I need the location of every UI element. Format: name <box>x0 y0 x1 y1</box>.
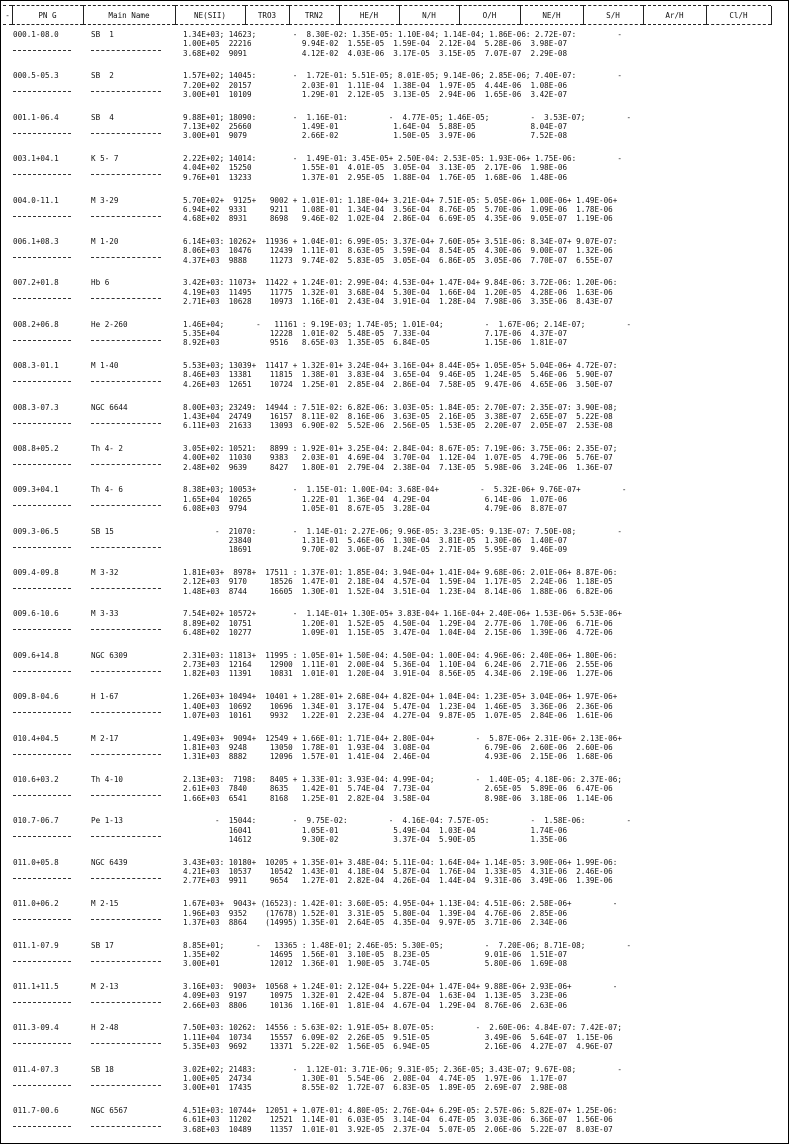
column-header-main-name <box>83 3 175 27</box>
values-line: 2.22E+02; 14014: - 1.49E-01: 3.45E-05+ 2.50E-04: 2.53E-05: 1.93E-06+ 1.75E-06: - <box>183 154 622 164</box>
pn-g-cell: 006.1+08.3 <box>13 236 59 246</box>
column-separator <box>583 6 584 25</box>
values-line: 7.13E+02 25660 1.49E-01 1.64E-04 5.88E-05 8.04E-07 <box>183 122 568 132</box>
values-line: 9.76E+01 13233 1.37E-01 2.95E-05 1.88E-04 1.76E-05 1.68E-06 1.48E-06 <box>183 172 568 182</box>
values-line: - 21070: - 1.14E-01: 2.27E-06; 9.96E-05: 3.23E-05: 9.13E-07: 7.50E-08; - <box>183 526 622 536</box>
row-divider <box>13 919 71 921</box>
values-line: 5.35E+03 9692 13371 5.22E-02 1.56E-05 6.94E-05 2.16E-06 4.27E-07 4.96E-07 <box>183 1041 613 1051</box>
values-line: 2.61E+03 7840 8635 1.42E-01 5.74E-04 7.73E-04 2.65E-05 5.89E-06 6.47E-06 <box>183 784 613 794</box>
table-row <box>1 320 788 361</box>
column-header-label: - <box>5 11 10 20</box>
row-divider <box>91 1002 161 1004</box>
values-line: 2.12E+03 9170 18526 1.47E-01 2.18E-04 4.57E-04 1.59E-04 1.17E-05 2.24E-06 1.18E-05 <box>183 577 613 587</box>
values-line: 6.61E+03 11202 12521 1.14E-01 6.03E-05 3.14E-04 6.47E-05 3.03E-06 6.36E-07 1.56E-06 <box>183 1115 613 1125</box>
column-separator <box>520 6 521 25</box>
pn-g-cell: 011.4-07.3 <box>13 1064 59 1074</box>
values-line: 1.43E+04 24749 16157 8.11E-02 8.16E-06 3.63E-05 2.16E-05 3.38E-07 2.65E-07 5.22E-08 <box>183 411 613 421</box>
values-line: 5.53E+03; 13039+ 11417 + 1.32E-01+ 3.24E-04+ 3.16E-04+ 8.44E-05+ 1.05E-05+ 5.04E-06+ 4.72E-07: <box>183 361 618 371</box>
table-row <box>1 816 788 857</box>
main-name-cell: He 2-260 <box>91 319 128 329</box>
values-line: 18691 9.70E-02 3.06E-07 8.24E-05 2.71E-05 5.95E-07 9.46E-09 <box>183 545 568 555</box>
column-separator <box>706 6 707 25</box>
main-name-cell: M 1-40 <box>91 361 119 371</box>
row-divider <box>91 50 161 52</box>
row-divider <box>13 795 71 797</box>
row-divider <box>13 257 71 259</box>
row-divider <box>91 1085 161 1087</box>
row-divider <box>91 1126 161 1128</box>
pn-g-cell: 011.3-09.4 <box>13 1023 59 1033</box>
main-name-cell: Pe 1-13 <box>91 816 124 826</box>
row-divider <box>13 50 71 52</box>
column-separator <box>245 6 246 25</box>
table-header <box>3 3 788 27</box>
values-line: 3.00E+01 10109 1.29E-01 2.12E-05 3.13E-05 2.94E-06 1.65E-06 3.42E-07 <box>183 89 568 99</box>
main-name-cell: M 3-32 <box>91 568 119 578</box>
values-line: 1.11E+04 10734 15557 6.09E-02 2.26E-05 9.51E-05 3.49E-06 5.64E-07 1.15E-06 <box>183 1032 613 1042</box>
column-header-label: O/H <box>482 11 497 20</box>
row-divider <box>13 961 71 963</box>
pn-g-cell: 000.1-08.0 <box>13 30 59 39</box>
column-header-label: NE/H <box>542 11 561 20</box>
column-separator <box>12 6 13 25</box>
column-header-ne-sii <box>175 3 245 27</box>
column-header-label: Cl/H <box>729 11 748 20</box>
values-line: 5.35E+04 12228 1.01E-02 5.48E-05 7.33E-04 7.17E-06 4.37E-07 <box>183 329 568 339</box>
values-line: 2.13E+03: 7198: 8405 + 1.33E-01: 3.93E-04: 4.99E-04; - 1.40E-05; 4.18E-06: 2.37E-06; <box>183 775 622 785</box>
pn-g-cell: 010.7-06.7 <box>13 816 59 826</box>
main-name-cell: K 5- 7 <box>91 154 119 164</box>
table-row <box>1 568 788 609</box>
column-separator <box>289 6 290 25</box>
pn-g-cell: 009.3-06.5 <box>13 526 59 536</box>
table-row <box>1 113 788 154</box>
row-divider <box>13 836 71 838</box>
table-row <box>1 154 788 195</box>
values-line: 2.66E+03 8806 10136 1.16E-01 1.81E-04 4.67E-04 1.29E-04 8.76E-06 2.63E-06 <box>183 1000 568 1010</box>
table-row <box>1 941 788 982</box>
row-divider <box>13 216 71 218</box>
column-separator <box>399 6 400 25</box>
row-divider <box>13 712 71 714</box>
values-line: 4.09E+03 9197 10975 1.32E-01 2.42E-04 5.87E-04 1.63E-04 1.13E-05 3.23E-06 <box>183 991 568 1001</box>
table-row <box>1 527 788 568</box>
main-name-cell: H 1-67 <box>91 692 119 702</box>
row-divider <box>91 671 161 673</box>
pn-g-cell: 009.6+14.8 <box>13 650 59 660</box>
pn-g-cell: 009.8-04.6 <box>13 692 59 702</box>
values-line: 4.37E+03 9888 11273 9.74E-02 5.83E-05 3.05E-04 6.86E-05 3.05E-06 7.70E-07 6.55E-07 <box>183 255 613 265</box>
pn-g-cell: 009.3+04.1 <box>13 485 59 495</box>
values-line: 1.57E+02; 14045: - 1.72E-01: 5.51E-05; 8.01E-05; 9.14E-06; 2.85E-06; 7.40E-07: - <box>183 71 622 81</box>
main-name-cell: NGC 6644 <box>91 402 128 412</box>
main-name-cell: NGC 6567 <box>91 1106 128 1116</box>
row-divider <box>13 381 71 383</box>
values-line: 3.42E+03: 11073+ 11422 + 1.24E-01: 2.99E-04: 4.53E-04+ 1.47E-04+ 9.84E-06: 3.72E-06: 1.20E-06: <box>183 278 618 288</box>
values-line: 1.00E+05 22216 9.94E-02 1.55E-05 1.59E-04 2.12E-04 5.28E-06 3.98E-07 <box>183 39 568 49</box>
table-body <box>1 30 788 1148</box>
values-line: 9.88E+01; 18090: - 1.16E-01: - 4.77E-05; 1.46E-05; - 3.53E-07; - <box>183 112 632 122</box>
row-divider <box>13 629 71 631</box>
values-line: 1.31E+03 8882 12096 1.57E-01 1.41E-04 2.46E-04 4.93E-06 2.15E-06 1.68E-06 <box>183 752 613 762</box>
table-row <box>1 858 788 899</box>
values-line: 1.46E+04; - 11161 : 9.19E-03; 1.74E-05; 1.01E-04; - 1.67E-06; 2.14E-07; - <box>183 319 632 329</box>
column-header-label: Main Name <box>108 11 150 20</box>
row-divider <box>13 1126 71 1128</box>
pn-g-cell: 008.8+05.2 <box>13 443 59 453</box>
row-divider <box>13 133 71 135</box>
pn-g-cell: 011.7-00.6 <box>13 1106 59 1116</box>
column-header-label: S/H <box>606 11 620 20</box>
values-line: 1.81E+03+ 8978+ 17511 : 1.37E-01: 1.85E-04: 3.94E-04+ 1.41E-04+ 9.68E-06: 2.01E-06+ 8.87E-06: <box>183 568 618 578</box>
column-header-ar-h <box>643 3 706 27</box>
table-row <box>1 237 788 278</box>
column-header-s-h <box>583 3 643 27</box>
row-divider <box>91 1043 161 1045</box>
values-line: 8.38E+03; 10053+ - 1.15E-01: 1.00E-04: 3.68E-04+ - 5.32E-06+ 9.76E-07+ - <box>183 485 627 495</box>
pn-g-cell: 011.0+05.8 <box>13 857 59 867</box>
values-line: 1.35E+02 14695 1.56E-01 3.10E-05 8.23E-05 9.01E-06 1.51E-07 <box>183 949 568 959</box>
row-divider <box>91 588 161 590</box>
pn-g-cell: 011.1-07.9 <box>13 940 59 950</box>
row-divider <box>91 961 161 963</box>
row-divider <box>91 836 161 838</box>
pn-g-cell: 008.2+06.8 <box>13 319 59 329</box>
values-line: 1.65E+04 10265 1.22E-01 1.36E-04 4.29E-04 6.14E-06 1.07E-06 <box>183 494 568 504</box>
column-header-he-h <box>339 3 399 27</box>
table-row <box>1 196 788 237</box>
row-divider <box>91 919 161 921</box>
values-line: 8.85E+01; - 13365 : 1.48E-01; 2.46E-05: 5.30E-05; - 7.20E-06; 8.71E-08; - <box>183 940 632 950</box>
column-header-dash <box>3 3 12 27</box>
row-divider <box>13 340 71 342</box>
main-name-cell: Hb 6 <box>91 278 110 288</box>
main-name-cell: SB 17 <box>91 940 114 950</box>
column-separator <box>771 6 772 25</box>
pn-g-cell: 010.6+03.2 <box>13 775 59 785</box>
column-header-label: NE(SII) <box>193 11 226 20</box>
row-divider <box>91 133 161 135</box>
main-name-cell: SB 15 <box>91 526 114 536</box>
values-line: 1.82E+03 11391 10831 1.01E-01 1.20E-04 3.91E-04 8.56E-05 4.34E-06 2.19E-06 1.27E-06 <box>183 669 613 679</box>
table-row <box>1 651 788 692</box>
values-line: 3.68E+03 10489 11357 1.01E-01 3.92E-05 2.37E-04 5.07E-05 2.06E-06 5.22E-07 8.03E-07 <box>183 1124 613 1134</box>
values-line: 3.68E+02 9091 4.12E-02 4.03E-06 3.17E-05 3.15E-05 7.07E-07 2.29E-08 <box>183 48 568 58</box>
table-row <box>1 982 788 1023</box>
row-divider <box>91 795 161 797</box>
values-line: 3.16E+03: 9003+ 10568 + 1.24E-01: 2.12E-04+ 5.22E-04+ 1.47E-04+ 9.88E-06+ 2.93E-06+ - <box>183 981 618 991</box>
row-divider <box>13 423 71 425</box>
column-header-cl-h <box>706 3 771 27</box>
row-divider <box>13 671 71 673</box>
values-line: 3.43E+03: 10180+ 10205 + 1.35E-01+ 3.48E-04: 5.11E-04: 1.64E-04+ 1.14E-05: 3.90E-06+ 1.99E-06: <box>183 857 618 867</box>
row-divider <box>91 257 161 259</box>
values-line: 1.48E+03 8744 16605 1.30E-01 1.52E-04 3.51E-04 1.23E-04 8.14E-06 1.88E-06 6.82E-06 <box>183 586 613 596</box>
main-name-cell: Th 4- 2 <box>91 443 124 453</box>
column-header-tro3 <box>245 3 289 27</box>
column-header-label: TRO3 <box>257 11 277 20</box>
row-divider <box>91 423 161 425</box>
values-line: 1.07E+03 10161 9932 1.22E-01 2.23E-04 4.27E-04 9.87E-05 1.07E-05 2.84E-06 1.61E-06 <box>183 710 613 720</box>
row-divider <box>91 340 161 342</box>
values-line: 3.00E+01 17435 8.55E-02 1.72E-07 6.83E-05 1.89E-05 2.69E-07 2.98E-08 <box>183 1083 568 1093</box>
row-divider <box>13 91 71 93</box>
values-line: 8.46E+03 13381 11815 1.38E-01 3.83E-04 3.65E-04 9.46E-05 1.24E-05 5.46E-06 5.90E-07 <box>183 370 613 380</box>
row-divider <box>13 754 71 756</box>
values-line: 2.31E+03: 11813+ 11995 : 1.05E-01+ 1.50E-04: 4.50E-04: 1.00E-04: 4.96E-06: 2.40E-06+ 1.80E-06: <box>183 650 618 660</box>
values-line: 2.48E+02 9639 8427 1.80E-01 2.79E-04 2.38E-04 7.13E-05 5.98E-06 3.24E-06 1.36E-07 <box>183 462 613 472</box>
pn-g-cell: 000.5-05.3 <box>13 71 59 81</box>
row-divider <box>91 754 161 756</box>
values-line: 7.50E+03: 10262: 14556 : 5.63E-02: 1.91E-05+ 8.07E-05: - 2.60E-06: 4.84E-07: 7.42E-07; <box>183 1023 622 1033</box>
values-line: 6.08E+03 9794 1.05E-01 8.67E-05 3.28E-04 4.79E-06 8.87E-07 <box>183 503 568 513</box>
values-line: 1.67E+03+ 9043+ (16523): 1.42E-01: 3.60E-05: 4.95E-04+ 1.13E-04: 4.51E-06: 2.58E-06+ - <box>183 899 618 909</box>
main-name-cell: H 2-48 <box>91 1023 119 1033</box>
values-line: 1.49E+03+ 9094+ 12549 + 1.66E-01: 1.71E-04+ 2.80E-04+ - 5.87E-06+ 2.31E-06+ 2.13E-06+ <box>183 733 622 743</box>
row-divider <box>13 505 71 507</box>
table-row <box>1 30 788 71</box>
table-row <box>1 1106 788 1147</box>
pn-g-cell: 004.0-11.1 <box>13 195 59 205</box>
row-divider <box>91 505 161 507</box>
main-name-cell: SB 2 <box>91 71 114 81</box>
table-row <box>1 361 788 402</box>
row-divider <box>91 629 161 631</box>
table-row <box>1 403 788 444</box>
row-divider <box>13 1085 71 1087</box>
values-line: 16041 1.05E-01 5.49E-04 1.03E-04 1.74E-06 <box>183 825 568 835</box>
row-divider <box>13 878 71 880</box>
column-header-pn-g <box>12 3 83 27</box>
pn-g-cell: 008.3-07.3 <box>13 402 59 412</box>
row-divider <box>13 464 71 466</box>
values-line: 3.00E+01 9079 2.66E-02 1.50E-05 3.97E-06 7.52E-08 <box>183 131 568 141</box>
values-line: 1.00E+05 24734 1.30E-01 5.54E-06 2.08E-04 4.74E-05 1.97E-06 1.17E-07 <box>183 1074 568 1084</box>
pn-g-cell: 007.2+01.8 <box>13 278 59 288</box>
values-line: 2.71E+03 10628 10973 1.16E-01 2.43E-04 3.91E-04 1.28E-04 7.98E-06 3.35E-06 8.43E-07 <box>183 296 613 306</box>
main-name-cell: M 3-33 <box>91 609 119 619</box>
values-line: 1.34E+03; 14623; - 8.30E-02: 1.35E-05: 1.10E-04; 1.14E-04; 1.86E-06: 2.72E-07: - <box>183 30 622 39</box>
main-name-cell: M 1-20 <box>91 236 119 246</box>
column-header-label: N/H <box>422 11 436 20</box>
values-line: 6.48E+02 10277 1.09E-01 1.15E-05 3.47E-04 1.04E-04 2.15E-06 1.39E-06 4.72E-06 <box>183 628 613 638</box>
table-row <box>1 775 788 816</box>
column-separator <box>339 6 340 25</box>
row-divider <box>91 91 161 93</box>
table-row <box>1 1065 788 1106</box>
pn-g-cell: 001.1-06.4 <box>13 112 59 122</box>
values-line: 8.92E+03 9516 8.65E-03 1.35E-05 6.84E-05 1.15E-06 1.81E-07 <box>183 338 568 348</box>
values-line: 4.21E+03 10537 10542 1.43E-01 4.18E-04 5.87E-04 1.76E-04 1.33E-05 4.31E-06 2.46E-06 <box>183 867 613 877</box>
values-line: 4.68E+02 8931 8698 9.46E-02 1.02E-04 2.86E-04 6.69E-05 4.35E-06 9.05E-07 1.19E-06 <box>183 214 613 224</box>
column-separator <box>83 6 84 25</box>
pn-g-cell: 008.3-01.1 <box>13 361 59 371</box>
column-header-label: TRN2 <box>304 11 324 20</box>
main-name-cell: Th 4- 6 <box>91 485 124 495</box>
table-row <box>1 278 788 319</box>
values-line: 4.04E+02 15250 1.55E-01 4.01E-05 3.05E-04 3.13E-05 2.17E-06 1.98E-06 <box>183 163 568 173</box>
pn-g-cell: 009.6-10.6 <box>13 609 59 619</box>
row-divider <box>91 878 161 880</box>
values-line: 6.14E+03: 10262+ 11936 + 1.04E-01: 6.99E-05: 3.37E-04+ 7.60E-05+ 3.51E-06: 8.34E-07+ 9.07E-07: <box>183 236 618 246</box>
values-line: 1.96E+03 9352 (17678) 1.52E-01 3.31E-05 5.80E-04 1.39E-04 4.76E-06 2.85E-06 <box>183 908 568 918</box>
table-row <box>1 444 788 485</box>
column-header-n-h <box>399 3 459 27</box>
pn-g-cell: 011.0+06.2 <box>13 899 59 909</box>
values-line: 1.26E+03+ 10494+ 10401 + 1.28E-01+ 2.68E-04+ 4.82E-04+ 1.04E-04: 1.23E-05+ 3.04E-06+ 1.97E-06+ <box>183 692 618 702</box>
main-name-cell: M 2-17 <box>91 733 119 743</box>
column-separator <box>643 6 644 25</box>
column-header-label: Ar/H <box>665 11 684 20</box>
row-divider <box>13 1043 71 1045</box>
pn-g-cell: 009.4-09.8 <box>13 568 59 578</box>
table-row <box>1 692 788 733</box>
row-divider <box>91 712 161 714</box>
values-line: 1.81E+03 9248 13050 1.78E-01 1.93E-04 3.08E-04 6.79E-06 2.60E-06 2.60E-06 <box>183 742 613 752</box>
column-header-ne-h <box>520 3 583 27</box>
pn-g-cell: 003.1+04.1 <box>13 154 59 164</box>
values-line: 7.54E+02+ 10572+ - 1.14E-01+ 1.30E-05+ 3.83E-04+ 1.16E-04+ 2.40E-06+ 1.53E-06+ 5.53E-06+ <box>183 609 622 619</box>
column-header-label: PN G <box>38 11 57 20</box>
values-line: 2.77E+03 9911 9654 1.27E-01 2.82E-04 4.26E-04 1.44E-04 9.31E-06 3.49E-06 1.39E-06 <box>183 876 613 886</box>
table-row <box>1 609 788 650</box>
pn-g-cell: 011.1+11.5 <box>13 981 59 991</box>
values-line: - 15044: - 9.75E-02: - 4.16E-04: 7.57E-05: - 1.58E-06: - <box>183 816 632 826</box>
main-name-cell: NGC 6439 <box>91 857 128 867</box>
column-header-trn2 <box>289 3 339 27</box>
values-line: 2.73E+03 12164 12900 1.11E-01 2.00E-04 5.36E-04 1.10E-04 6.24E-06 2.71E-06 2.55E-06 <box>183 660 613 670</box>
row-divider <box>13 174 71 176</box>
values-line: 8.89E+02 10751 1.20E-01 1.52E-05 4.50E-04 1.29E-04 2.77E-06 1.70E-06 6.71E-06 <box>183 618 613 628</box>
values-line: 1.37E+03 8864 (14995) 1.35E-01 2.64E-05 4.35E-04 9.97E-05 3.71E-06 2.34E-06 <box>183 917 568 927</box>
table-row <box>1 1023 788 1064</box>
column-separator <box>175 6 176 25</box>
row-divider <box>13 547 71 549</box>
table-row <box>1 899 788 940</box>
values-line: 3.00E+01 12012 1.36E-01 1.90E-05 3.74E-05 5.80E-06 1.69E-08 <box>183 959 568 969</box>
column-header-label: HE/H <box>359 11 379 20</box>
row-divider <box>13 1002 71 1004</box>
values-line: 4.00E+02 11030 9383 2.03E-01 4.69E-04 3.70E-04 1.12E-04 1.07E-05 4.79E-06 5.76E-07 <box>183 453 613 463</box>
row-divider <box>91 547 161 549</box>
values-line: 1.66E+03 6541 8168 1.25E-01 2.82E-04 3.58E-04 8.98E-06 3.18E-06 1.14E-06 <box>183 793 613 803</box>
row-divider <box>91 381 161 383</box>
values-line: 6.94E+02 9331 9211 1.08E-01 1.34E-04 3.56E-04 8.76E-05 5.70E-06 1.09E-06 1.78E-06 <box>183 204 613 214</box>
values-line: 4.51E+03: 10744+ 12051 + 1.07E-01: 4.80E-05: 2.76E-04+ 6.29E-05: 2.57E-06: 5.82E-07+ 1.25E-06: <box>183 1106 618 1116</box>
values-line: 8.00E+03; 23249: 14944 : 7.51E-02: 6.82E-06: 3.03E-05: 1.84E-05: 2.70E-07: 2.35E-07: 3.90E-08; <box>183 402 618 412</box>
main-name-cell: SB 1 <box>91 30 114 39</box>
column-separator <box>459 6 460 25</box>
values-line: 6.11E+03 21633 13093 6.90E-02 5.52E-06 2.56E-05 1.53E-05 2.20E-07 2.05E-07 2.53E-08 <box>183 421 613 431</box>
values-line: 1.40E+03 10692 10696 1.34E-01 3.17E-04 5.47E-04 1.23E-04 1.46E-05 3.36E-06 2.36E-06 <box>183 701 613 711</box>
main-name-cell: Th 4-10 <box>91 775 124 785</box>
values-line: 3.02E+02; 21483: - 1.12E-01: 3.71E-06; 9.31E-05; 2.36E-05; 3.43E-07; 9.67E-08; - <box>183 1064 622 1074</box>
pn-g-cell: 010.4+04.5 <box>13 733 59 743</box>
row-divider <box>13 588 71 590</box>
table-row <box>1 71 788 112</box>
main-name-cell: SB 4 <box>91 112 114 122</box>
values-line: 3.05E+02: 10521: 8899 : 1.92E-01+ 3.25E-04: 2.84E-04: 8.67E-05: 7.19E-06: 3.75E-06: 2.35E-07; <box>183 443 618 453</box>
values-line: 7.20E+02 20157 2.03E-01 1.11E-04 1.38E-04 1.97E-05 4.44E-06 1.08E-06 <box>183 80 568 90</box>
column-header-o-h <box>459 3 520 27</box>
main-name-cell: SB 18 <box>91 1064 114 1074</box>
row-divider <box>91 464 161 466</box>
row-divider <box>91 216 161 218</box>
table-row <box>1 485 788 526</box>
main-name-cell: M 3-29 <box>91 195 119 205</box>
main-name-cell: M 2-15 <box>91 899 119 909</box>
main-name-cell: M 2-13 <box>91 981 119 991</box>
main-name-cell: NGC 6309 <box>91 650 128 660</box>
values-line: 5.70E+02+ 9125+ 9002 + 1.01E-01: 1.18E-04+ 3.21E-04+ 7.51E-05: 5.05E-06+ 1.00E-06+ 1.49E-06+ <box>183 195 618 205</box>
values-line: 4.26E+03 12651 10724 1.25E-01 2.85E-04 2.86E-04 7.58E-05 9.47E-06 4.65E-06 3.50E-07 <box>183 379 613 389</box>
row-divider <box>91 174 161 176</box>
values-line: 23840 1.31E-01 5.46E-06 1.30E-04 3.81E-05 1.30E-06 1.40E-07 <box>183 535 568 545</box>
table-row <box>1 734 788 775</box>
values-line: 4.19E+03 11495 11775 1.32E-01 3.68E-04 5.30E-04 1.66E-04 1.20E-05 4.28E-06 1.63E-06 <box>183 287 613 297</box>
row-divider <box>13 298 71 300</box>
row-divider <box>91 298 161 300</box>
values-line: 8.06E+03 10476 12439 1.11E-01 8.63E-05 3.59E-04 8.54E-05 4.30E-06 9.00E-07 1.32E-06 <box>183 246 613 256</box>
values-line: 14612 9.30E-02 3.37E-04 5.90E-05 1.35E-06 <box>183 835 568 845</box>
